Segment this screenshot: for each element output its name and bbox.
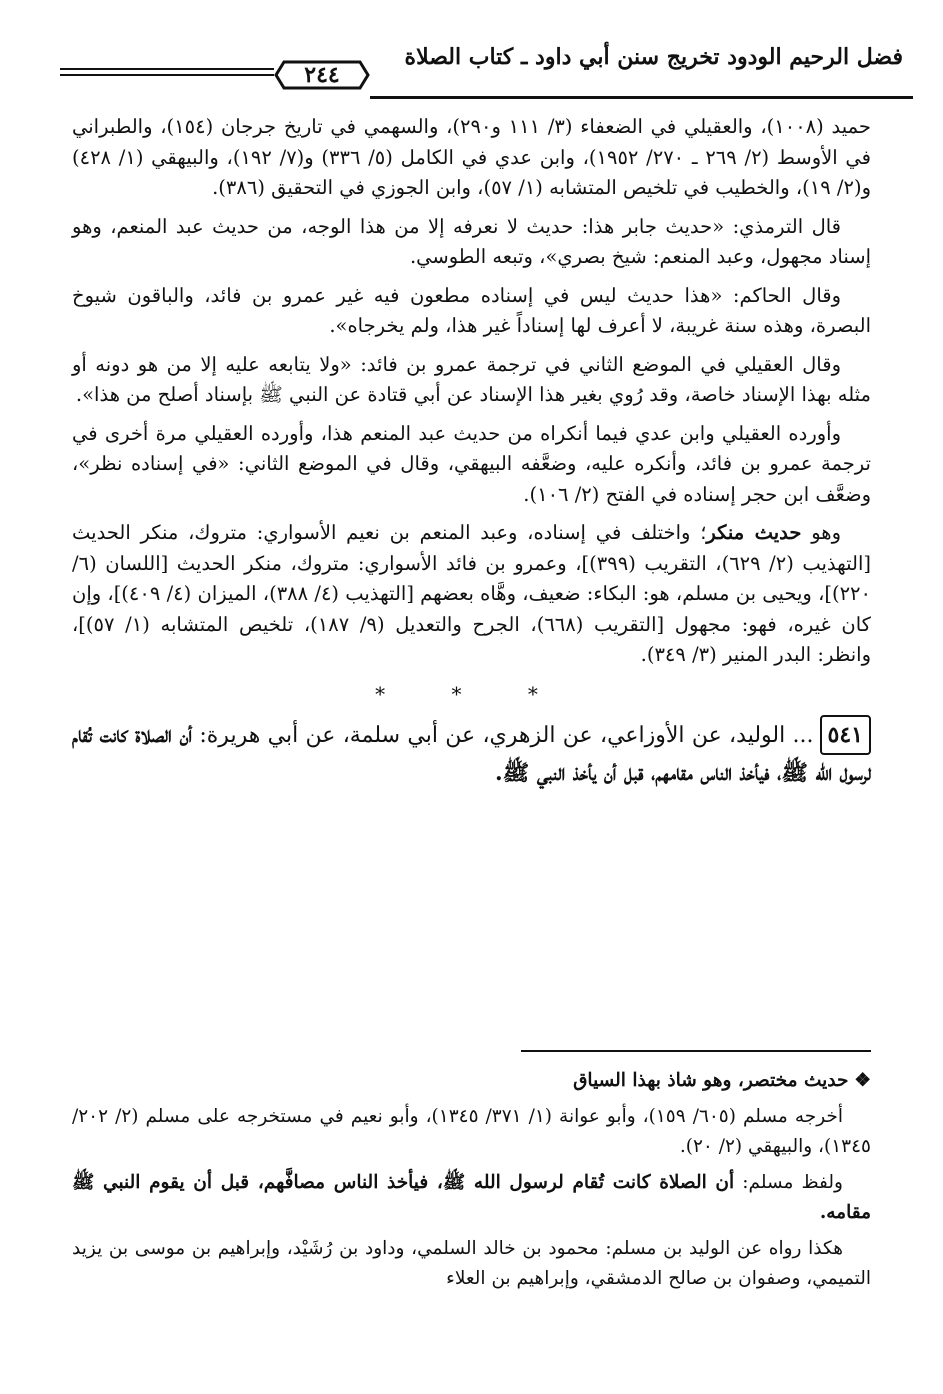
paragraph	[72, 518, 871, 671]
paragraph: قال الترمذي: «حديث جابر هذا: حديث لا نعرفه إلا من هذا الوجه، من حديث عبد المنعم، وهو إسناد مجهول، وعبد المنعم: شيخ بصري»، وتبعه الطوسي.	[72, 214, 871, 268]
paragraph: وقال العقيلي في الموضع الثاني في ترجمة عمرو بن فائد: «ولا يتابعه عليه إلا من هو دونه أو مثله بهذا الإسناد خاصة، وقد رُوي بغير هذا الإسناد عن أبي قتادة عن النبي ﷺ بإسناد أصلح من هذا».	[72, 352, 871, 406]
paragraph-lead: ولفظ مسلم:	[734, 1172, 843, 1193]
hadith-block	[72, 715, 871, 792]
commentary	[72, 1066, 871, 1300]
ruling-bold: حديث منكر	[706, 521, 802, 544]
page-number: ٢٤٤	[304, 62, 340, 88]
page-number-badge	[274, 58, 370, 92]
hadith-chain: ... الوليد، عن الأوزاعي، عن الزهري، عن أبي سلمة، عن أبي هريرة:	[192, 723, 814, 748]
header-rule-left-bottom	[60, 74, 274, 76]
bullet-icon: ❖	[854, 1070, 871, 1091]
muslim-wording: أن الصلاة كانت تُقام لرسول الله ﷺ، فيأخذ الناس مصافَّهم، قبل أن يقوم النبي ﷺ مقامه.	[72, 1172, 871, 1223]
paragraph: وأورده العقيلي وابن عدي فيما أنكراه من حديث عبد المنعم هذا، وأورده العقيلي مرة أخرى في ترجمة عمرو بن فائد، وأنكره عليه، وضعَّفه البيهقي، وقال في الموضع الثاني: «في إسناده نظر»، وضعَّف ابن حجر إسناده في الفتح (٢/ ١٠٦).	[72, 421, 871, 506]
paragraph: حميد (١٠٠٨)، والعقيلي في الضعفاء (٣/ ١١١ و٢٩٠)، والسهمي في تاريخ جرجان (١٥٤)، والطبراني في الأوسط (٢/ ٢٦٩ ـ ٢٧٠/ ١٩٥٢)، وابن عدي في الكامل (٥/ ٣٣٦) و(٧/ ١٩٢)، والبيهقي (١/ ٤٢٨) و(٢/ ١٩)، والخطيب في تلخيص المتشابه (١/ ٥٧)، وابن الجوزي في التحقيق (٣٨٦).	[72, 115, 871, 199]
running-title: فضل الرحيم الودود تخريج سنن أبي داود ـ كتاب الصلاة	[404, 44, 903, 70]
section-divider-stars: * * *	[375, 681, 568, 706]
paragraph	[72, 1168, 871, 1228]
footnote-separator	[521, 1050, 871, 1052]
paragraph: هكذا رواه عن الوليد بن مسلم: محمود بن خالد السلمي، وداود بن رُشَيْد، وإبراهيم بن موسى بن يزيد التميمي، وصفوان بن صالح الدمشقي، وإبراهيم بن العلاء	[72, 1238, 871, 1289]
main-text	[72, 112, 871, 800]
paragraph-lead: وهو	[801, 521, 841, 544]
hadith-number: ٥٤١	[820, 715, 871, 755]
commentary-title-text: حديث مختصر، وهو شاذ بهذا السياق	[573, 1070, 849, 1091]
paragraph-rest: ؛ واختلف في إسناده، وعبد المنعم بن نعيم الأسواري: متروك، منكر الحديث [التهذيب (٢/ ٦٢٩)، التقريب (٣٩٩)]، وعمرو بن فائد الأسواري: متروك، منكر الحديث [اللسان (٦/ ٢٢٠)]، ويحيى بن مسلم، هو: البكاء: ضعيف، وهَّاه بعضهم [التهذيب (٤/ ٣٨٨)، الميزان (٤/ ٤٠٩)]، وإن كان غيره، فهو: مجهول [التقريب (٦٦٨)، الجرح والتعديل (٩/ ١٨٧)، تلخيص المتشابه (١/ ٥٧)]، وانظر: البدر المنير (٣/ ٣٤٩).	[72, 521, 871, 666]
header-rule-right	[370, 96, 913, 99]
hadith-text: أن الصلاة كانت تُقام لرسول الله ﷺ، فيأخذ الناس مقامهم، قبل أن يأخذ النبي ﷺ.	[72, 722, 871, 786]
page-header	[60, 38, 913, 98]
header-rule-left-top	[60, 68, 274, 70]
paragraph: أخرجه مسلم (٦٠٥/ ١٥٩)، وأبو عوانة (١/ ٣٧١/ ١٣٤٥)، وأبو نعيم في مستخرجه على مسلم (٢/ ٢٠٢/ ١٣٤٥)، والبيهقي (٢/ ٢٠).	[72, 1106, 871, 1157]
commentary-title	[72, 1066, 871, 1096]
paragraph: وقال الحاكم: «هذا حديث ليس في إسناده مطعون فيه غير عمرو بن فائد، والباقون شيوخ البصرة، وهذه سنة غريبة، لا أعرف لها إسناداً غير هذا، ولم يخرجاه».	[72, 283, 871, 337]
